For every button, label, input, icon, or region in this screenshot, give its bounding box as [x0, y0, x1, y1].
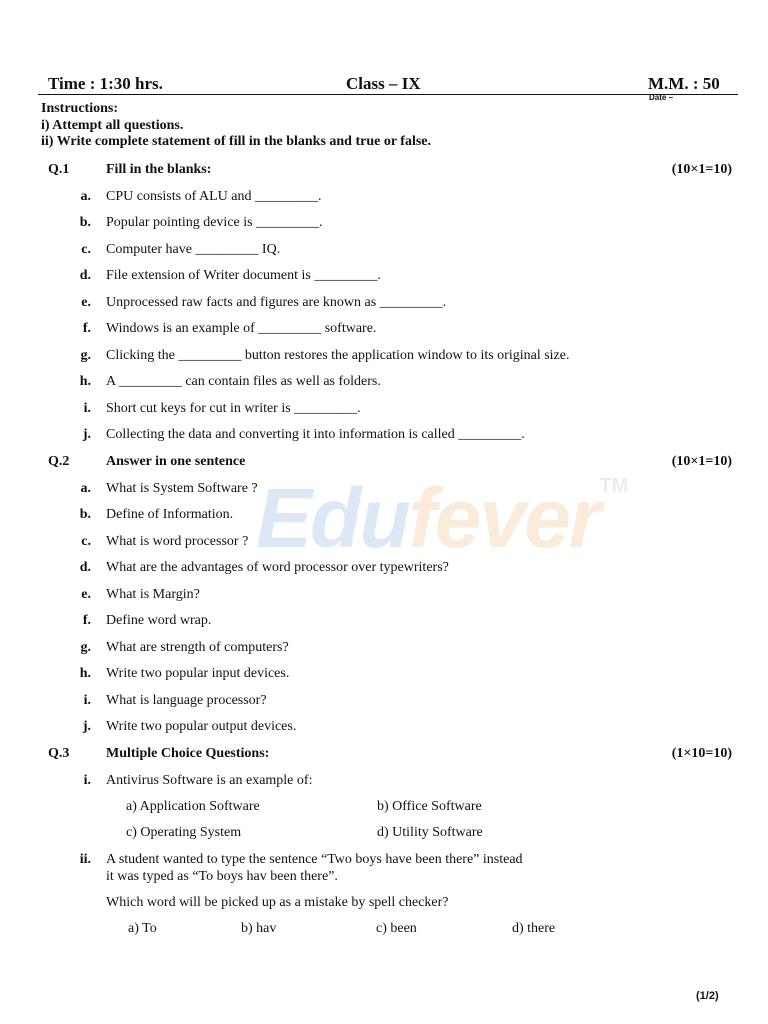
watermark-tm: TM	[599, 475, 629, 497]
date-label: Date –	[649, 93, 674, 102]
question-item: Unprocessed raw facts and figures are known as _________.	[106, 295, 447, 310]
instructions-heading: Instructions:	[41, 101, 119, 116]
item-letter: e.	[81, 295, 91, 310]
mcq-option: c) Operating System	[126, 825, 242, 840]
item-letter: b.	[79, 507, 91, 522]
item-letter: h.	[79, 666, 91, 681]
question-item: Popular pointing device is _________.	[106, 215, 323, 230]
question-item: File extension of Writer document is _________.	[106, 268, 381, 283]
watermark-fever: fever	[408, 471, 600, 565]
item-letter: f.	[82, 613, 91, 628]
item-letter: i.	[83, 773, 91, 788]
mcq-option: a) Application Software	[126, 799, 260, 814]
question-item: Write two popular input devices.	[106, 666, 290, 681]
question-marks: (10×1=10)	[671, 162, 732, 177]
question-item: What is System Software ?	[106, 481, 258, 496]
question-marks: (10×1=10)	[671, 454, 732, 469]
item-letter: i.	[83, 401, 91, 416]
question-item: Write two popular output devices.	[106, 719, 297, 734]
item-letter: j.	[82, 719, 91, 734]
question-item: Windows is an example of _________ software.	[106, 321, 377, 336]
question-number: Q.3	[48, 746, 70, 761]
item-letter: i.	[83, 693, 91, 708]
item-letter: b.	[79, 215, 91, 230]
mcq-option: d) Utility Software	[377, 825, 483, 840]
item-letter: c.	[81, 534, 91, 549]
question-title: Answer in one sentence	[106, 454, 246, 469]
item-letter: d.	[79, 268, 91, 283]
item-letter: a.	[80, 481, 91, 496]
page-number: (1/2)	[696, 990, 719, 1002]
item-letter: d.	[79, 560, 91, 575]
item-letter: g.	[80, 640, 91, 655]
mcq-option: b) hav	[241, 921, 277, 936]
item-letter: g.	[80, 348, 91, 363]
question-item: A student wanted to type the sentence “Two boys have been there” instead	[106, 852, 523, 867]
question-item: What are the advantages of word processor over typewriters?	[106, 560, 449, 575]
question-title: Fill in the blanks:	[106, 162, 212, 177]
item-letter: h.	[79, 374, 91, 389]
question-item: it was typed as “To boys hav been there”.	[106, 869, 338, 884]
header-divider	[38, 94, 738, 95]
question-item: What is language processor?	[106, 693, 267, 708]
mcq-option: a) To	[128, 921, 157, 936]
exam-class: Class – IX	[346, 74, 421, 93]
item-letter: j.	[82, 427, 91, 442]
question-item: What is Margin?	[106, 587, 200, 602]
question-item: CPU consists of ALU and _________.	[106, 189, 322, 204]
item-letter: a.	[80, 189, 91, 204]
item-letter: f.	[82, 321, 91, 336]
question-marks: (1×10=10)	[671, 746, 732, 761]
mcq-option: c) been	[376, 921, 417, 936]
question-number: Q.2	[48, 454, 70, 469]
item-letter: e.	[81, 587, 91, 602]
item-letter: c.	[81, 242, 91, 257]
exam-time: Time : 1:30 hrs.	[48, 74, 163, 93]
question-item: Define of Information.	[106, 507, 234, 522]
question-item: What are strength of computers?	[106, 640, 289, 655]
question-item: Collecting the data and converting it into information is called _________.	[106, 427, 525, 442]
item-letter: ii.	[79, 852, 91, 867]
question-item: Computer have _________ IQ.	[106, 242, 281, 257]
question-item: What is word processor ?	[106, 534, 249, 549]
question-number: Q.1	[48, 162, 70, 177]
question-item: Short cut keys for cut in writer is _________.	[106, 401, 361, 416]
max-marks: M.M. : 50	[648, 74, 720, 93]
mcq-option: b) Office Software	[377, 799, 482, 814]
question-item: A _________ can contain files as well as folders.	[106, 374, 381, 389]
question-title: Multiple Choice Questions:	[106, 746, 270, 761]
question-item: Which word will be picked up as a mistake by spell checker?	[106, 895, 449, 910]
question-item: Antivirus Software is an example of:	[106, 773, 313, 788]
edufever-watermark	[256, 471, 629, 565]
question-item: Clicking the _________ button restores the application window to its original size.	[106, 348, 570, 363]
mcq-option: d) there	[512, 921, 556, 936]
instruction-line: i) Attempt all questions.	[41, 118, 184, 133]
watermark-edu: Edu	[256, 471, 409, 565]
question-item: Define word wrap.	[106, 613, 212, 628]
instruction-line: ii) Write complete statement of fill in the blanks and true or false.	[41, 134, 432, 149]
